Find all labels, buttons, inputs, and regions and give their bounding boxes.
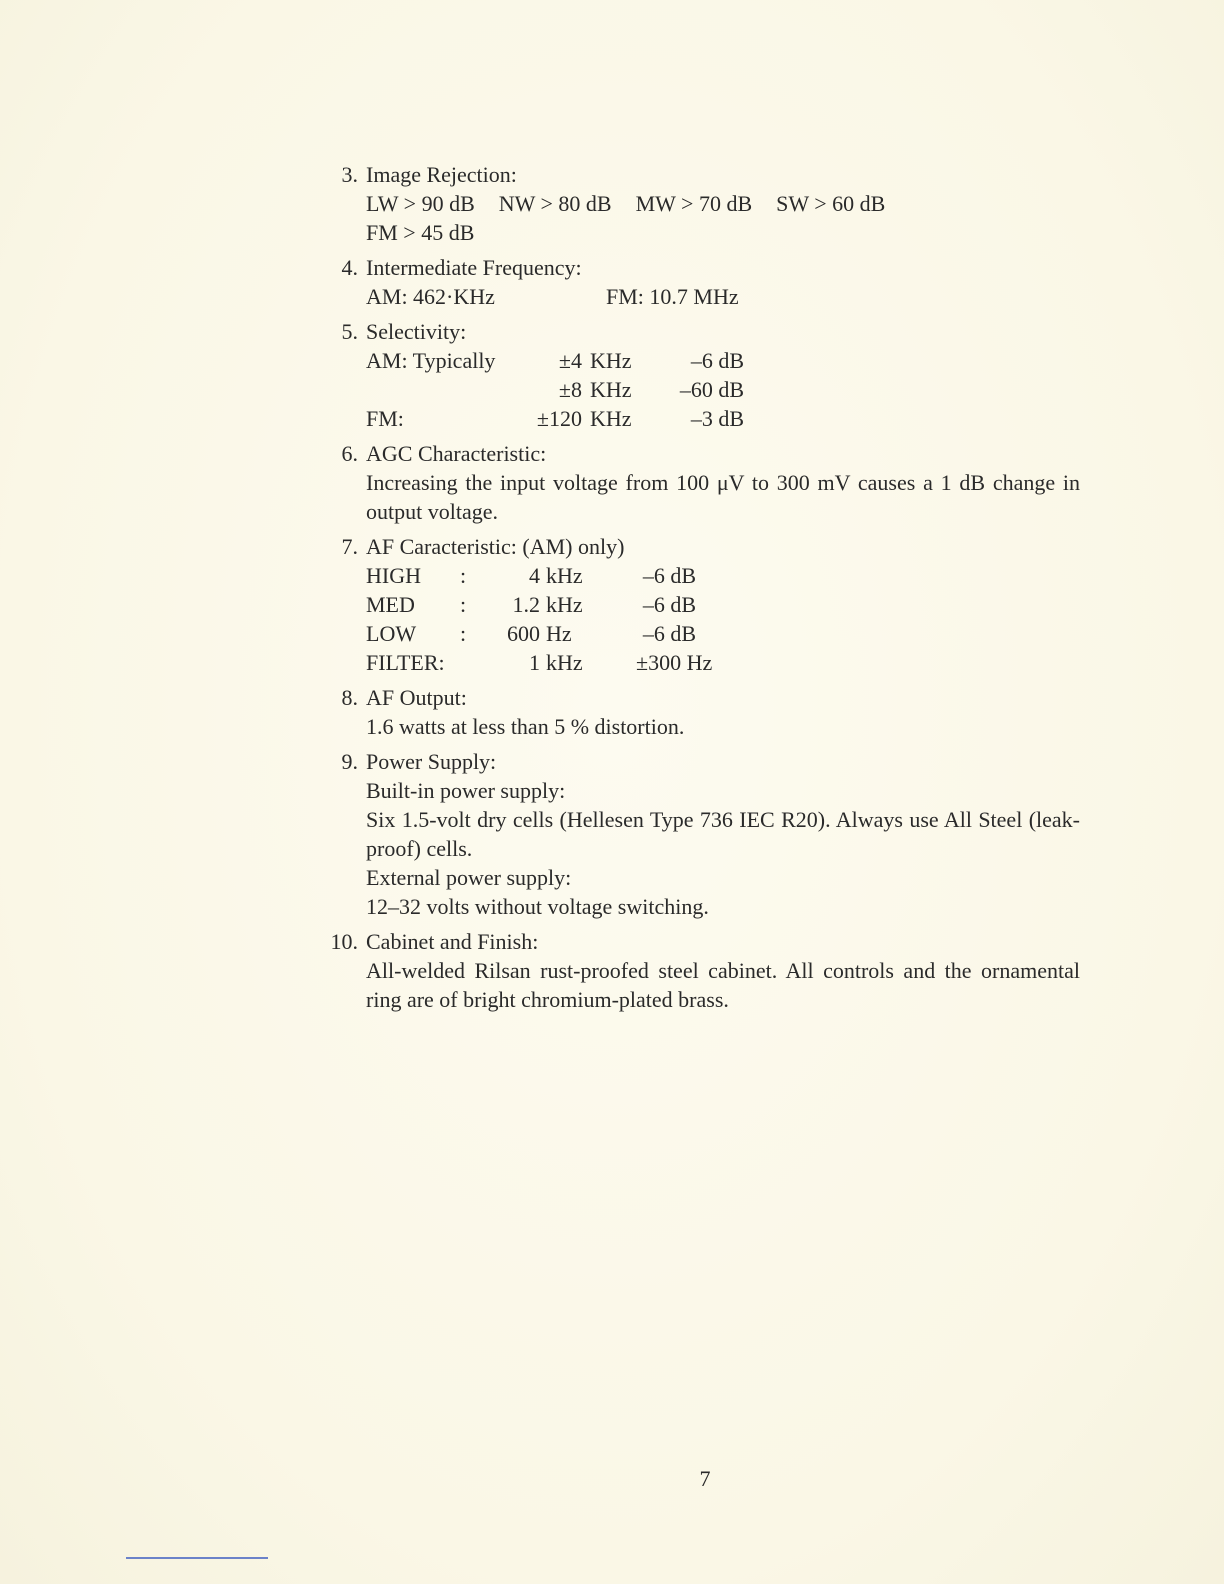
selectivity-row — [366, 404, 1080, 433]
item-heading: Intermediate Frequency: — [366, 255, 582, 280]
selectivity-label: FM: — [366, 406, 404, 431]
af-label: MED — [366, 592, 415, 617]
if-values — [366, 282, 1080, 311]
item-heading: AF Caracteristic: (AM) only) — [366, 534, 625, 559]
af-value: 600 — [507, 621, 540, 646]
page-number: 7 — [699, 1466, 711, 1491]
selectivity-attenuation: –3 dB — [690, 406, 744, 431]
af-value: 1 — [529, 650, 540, 675]
spec-selectivity — [320, 317, 1080, 433]
item-heading: Cabinet and Finish: — [366, 929, 539, 954]
item-number: 8. — [341, 685, 358, 710]
af-unit: Hz — [546, 621, 572, 646]
af-label: LOW — [366, 621, 417, 646]
af-row — [366, 619, 1080, 648]
af-unit: kHz — [546, 650, 583, 675]
item-number: 7. — [341, 534, 358, 559]
af-value: 4 — [529, 563, 540, 588]
selectivity-unit: KHz — [590, 377, 632, 402]
value-mw: MW > 70 dB — [635, 191, 753, 216]
af-separator: : — [460, 563, 467, 588]
item-heading: AF Output: — [366, 685, 467, 710]
item-number: 4. — [341, 255, 358, 280]
selectivity-unit: KHz — [590, 406, 632, 431]
selectivity-bandwidth: ±120 — [536, 406, 582, 431]
af-label: HIGH — [366, 563, 421, 588]
spec-af-characteristic — [320, 532, 1080, 677]
value-sw: SW > 60 dB — [776, 191, 886, 216]
af-separator: : — [460, 621, 467, 646]
af-row — [366, 648, 1080, 677]
item-heading: AGC Characteristic: — [366, 441, 547, 466]
item-heading: Selectivity: — [366, 319, 467, 344]
af-response: ±300 Hz — [636, 650, 713, 675]
af-unit: kHz — [546, 563, 583, 588]
item-number: 3. — [341, 162, 358, 187]
selectivity-unit: KHz — [590, 348, 632, 373]
power-line: Six 1.5-volt dry cells (Hellesen Type 736 IEC R20). Always use All Steel (leak-proof) cells. — [366, 807, 1080, 861]
item-heading: Image Rejection: — [366, 162, 517, 187]
item-heading: Power Supply: — [366, 749, 497, 774]
spec-image-rejection — [320, 160, 1080, 247]
af-separator: : — [460, 592, 467, 617]
selectivity-label — [366, 375, 516, 404]
value-nw: NW > 80 dB — [498, 191, 612, 216]
selectivity-attenuation: –60 dB — [679, 377, 744, 402]
power-line: Built-in power supply: — [366, 778, 566, 803]
selectivity-row — [366, 346, 1080, 375]
af-label: FILTER: — [366, 650, 445, 675]
af-response: –6 dB — [642, 563, 696, 588]
af-response: –6 dB — [642, 592, 696, 617]
if-am: AM: 462·KHz — [366, 284, 495, 309]
spec-af-output — [320, 683, 1080, 741]
spec-cabinet-finish — [320, 927, 1080, 1014]
af-separator — [460, 648, 488, 677]
power-line: 12–32 volts without voltage switching. — [366, 894, 709, 919]
specifications-list — [320, 160, 1080, 1020]
af-output-description: 1.6 watts at less than 5 % distortion. — [366, 714, 685, 739]
selectivity-bandwidth: ±8 — [558, 377, 582, 402]
value-fm: FM > 45 dB — [366, 220, 475, 245]
agc-description: Increasing the input voltage from 100 μV to 300 mV causes a 1 dB change in output voltage. — [366, 470, 1080, 524]
image-rejection-values — [366, 189, 1080, 218]
spec-agc-characteristic — [320, 439, 1080, 526]
selectivity-row — [366, 375, 1080, 404]
af-response: –6 dB — [642, 621, 696, 646]
spec-intermediate-frequency — [320, 253, 1080, 311]
selectivity-bandwidth: ±4 — [558, 348, 582, 373]
if-fm: FM: 10.7 MHz — [606, 284, 739, 309]
power-line: External power supply: — [366, 865, 572, 890]
af-row — [366, 590, 1080, 619]
spec-power-supply — [320, 747, 1080, 921]
value-lw: LW > 90 dB — [366, 191, 475, 216]
selectivity-attenuation: –6 dB — [690, 348, 744, 373]
af-value: 1.2 — [512, 592, 540, 617]
item-number: 10. — [330, 929, 358, 954]
scan-edge-line — [126, 1557, 268, 1559]
item-number: 5. — [341, 319, 358, 344]
cabinet-description: All-welded Rilsan rust-proofed steel cabinet. All controls and the ornamental ring are of bright chromium-plated brass. — [366, 958, 1080, 1012]
af-unit: kHz — [546, 592, 583, 617]
item-number: 9. — [341, 749, 358, 774]
item-number: 6. — [341, 441, 358, 466]
selectivity-label: AM: Typically — [366, 348, 496, 373]
af-row — [366, 561, 1080, 590]
